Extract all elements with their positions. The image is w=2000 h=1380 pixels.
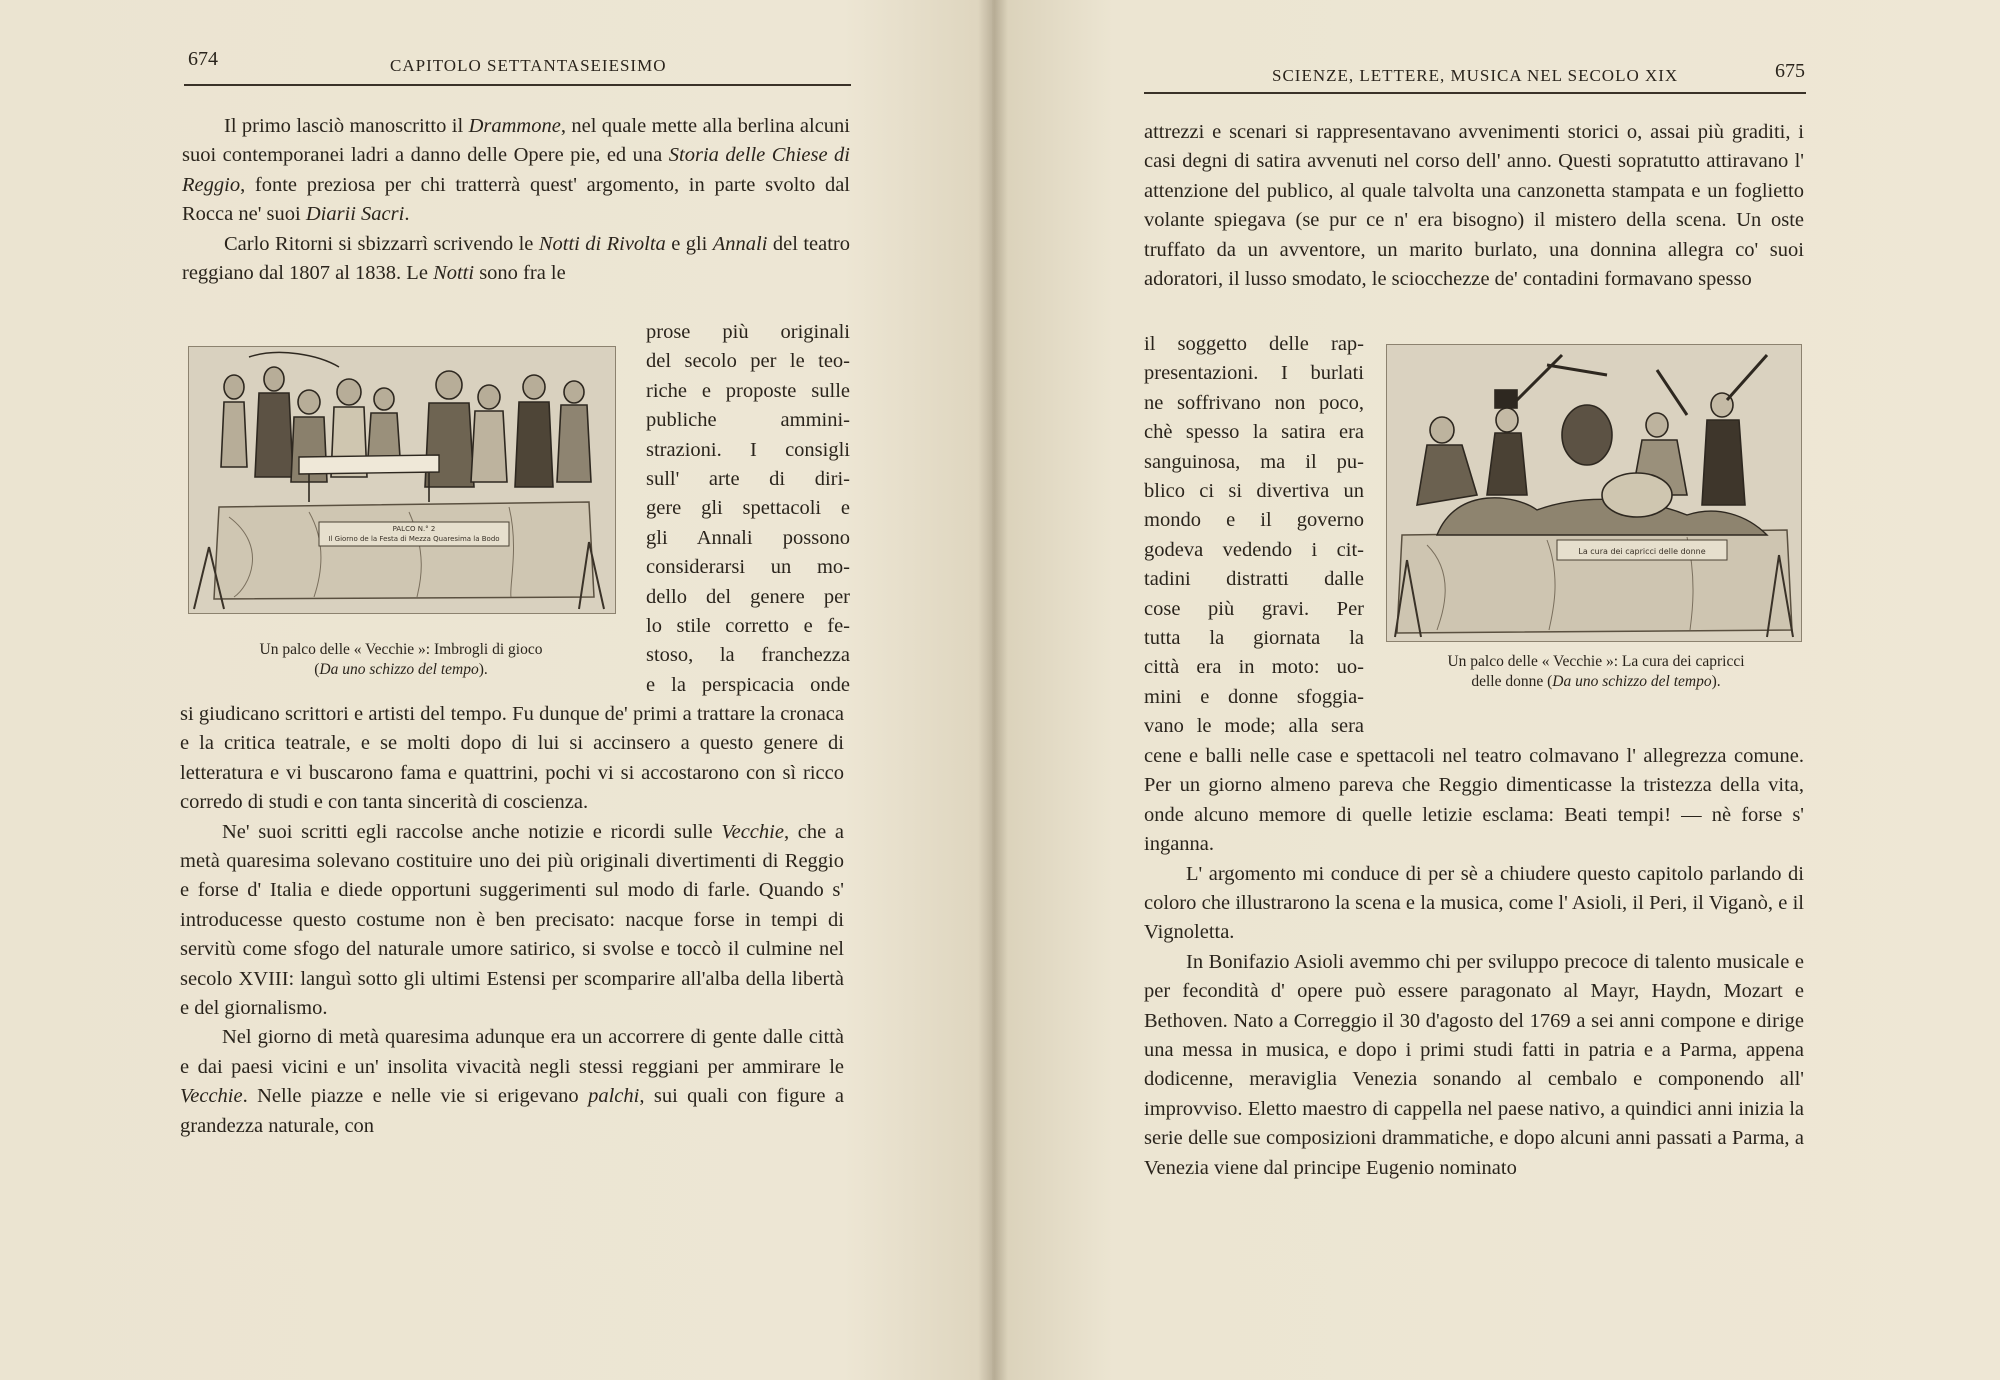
right-figure-sign: La cura dei capricci delle donne xyxy=(1578,547,1706,556)
right-para-1-continued: cene e balli nelle case e spettacoli nel teatro colmavano l' allegrezza comune. Per un giorno almeno pareva che Reggio dimenticasse la tristezza della vita, onde alcuno memore di quelle letizie esclama: Beati tempi! — nè forse s' inganna. L' argomento mi conduce di per sè a chiudere questo capitolo parlando di coloro che illustrarono la scena e la musica, come l' Asioli, il Peri, il Viganò, e il Vignoletta. In Bonifazio Asioli avemmo chi per sviluppo precoce di talento musicale e per fecondità d' opere può essere paragonato al Mayr, Haydn, Mozart e Bethoven. Nato a Correggio il 30 d'agosto del 1769 a sei anni compone e dirige una messa in musica, e dopo i primi studi fatti in patria e a Parma, appena dodicenne, meraviglia Venezia sonando al cembalo e componendo all' improvviso. Eletto maestro di cappella nel paese nativo, a quindici anni inizia la serie delle sue composizioni drammatiche, e dopo alcuni anni passati a Parma, a Venezia viene dal principe Eugenio nominato xyxy=(1144,745,1804,1179)
right-figure-illustration xyxy=(1386,344,1802,642)
right-page-number: 675 xyxy=(1775,60,1805,82)
left-para-2-continued: si giudicano scrittori e artisti del tempo. Fu dunque de' primi a trattare la cronaca e la critica teatrale, e se molti dopo di lui si accinsero a questo genere di letteratura e vi buscarono fama e quattrini, pochi vi si accostarono con sì ricco corredo di studi e con tanta sincerità di coscienza. Ne' suoi scritti egli raccolse anche notizie e ricordi sulle Vecchie, che a metà quaresima solevano costituire uno dei più originali divertimenti di Reggio e forse d' Italia e diede opportuni suggerimenti sul modo di farle. Quando s' introducesse questo costume non è ben precisato: nacque forse in tempi di servitù come sfogo del naturale umore satirico, si svolse e toccò il culmine nel secolo XVIII: languì sotto gli ultimi Estensi per scomparire all'alba della libertà e del giornalismo. Nel giorno di metà quaresima adunque era un accorrere di gente dalle città e dai paesi vicini e un' insolita vivacità negli stessi reggiani per ammirare le Vecchie. Nelle piazze e nelle vie si erigevano palchi, sui quali con figure a grandezza naturale, con xyxy=(180,703,844,1137)
left-figure-sign-line2: Il Giorno de la Festa di Mezza Quaresima la Bodo xyxy=(328,535,500,543)
right-figure-caption: Un palco delle « Vecchie »: La cura dei capricci delle donne (Da uno schizzo del tempo). xyxy=(1447,653,1745,690)
left-para-1: Il primo lasciò manoscritto il Drammone, nel quale mette alla berlina alcuni suoi contemporanei ladri a danno delle Opere pie, ed una Storia delle Chiese di Reggio, fonte preziosa per chi tratterrà quest' argomento, in parte svolto dal Rocca ne' suoi Diarii Sacri. Carlo Ritorni si sbizzarrì scrivendo le Notti di Rivolta e gli Annali del teatro reggiano dal 1807 al 1838. Le Notti sono fra le xyxy=(182,115,850,285)
left-side-column: prose più originali del secolo per le teo- riche e proposte sulle publiche ammini- strazioni. I consigli sull' arte di diri- gere gli spettacoli e gli Annali possono considerarsi un mo- dello del genere per lo stile corretto e fe- stoso, la franchezza e la perspicacia onde xyxy=(646,321,850,696)
right-header-rule xyxy=(1144,92,1806,94)
left-running-head: CAPITOLO SETTANTASEIESIMO xyxy=(390,56,667,75)
left-header-rule xyxy=(184,84,851,86)
left-figure-illustration xyxy=(188,346,616,614)
left-figure-caption: Un palco delle « Vecchie »: Imbrogli di gioco (Da uno schizzo del tempo). xyxy=(259,641,543,678)
left-page-number: 674 xyxy=(188,48,218,70)
left-figure-sign-line1: PALCO N.° 2 xyxy=(392,525,436,533)
book-gutter xyxy=(978,0,1008,1380)
right-running-head: SCIENZE, LETTERE, MUSICA NEL SECOLO XIX xyxy=(1272,66,1679,85)
right-para-1: attrezzi e scenari si rappresentavano avvenimenti storici o, assai più graditi, i casi degni di satira avvenuti nel corso dell' anno. Questi sopratutto attiravano l' attenzione del publico, al quale talvolta una canzonetta stampata e un foglietto volante spiegava (se pur ce n' era bisogno) il mistero della scena. Un oste truffato da un avventore, un marito burlato, una donnina allegra co' suoi adoratori, il lusso smodato, le sciocchezze de' contadini formavano spesso xyxy=(1144,121,1804,291)
right-side-column: il soggetto delle rap- presentazioni. I burlati ne soffrivano non poco, chè spesso la satira era sanguinosa, ma il pu- blico ci si divertiva un mondo e il governo godeva vedendo i cit- tadini distratti dalle cose più gravi. Per tutta la giornata la città era in moto: uo- mini e donne sfoggia- vano le mode; alla sera xyxy=(1144,333,1364,738)
